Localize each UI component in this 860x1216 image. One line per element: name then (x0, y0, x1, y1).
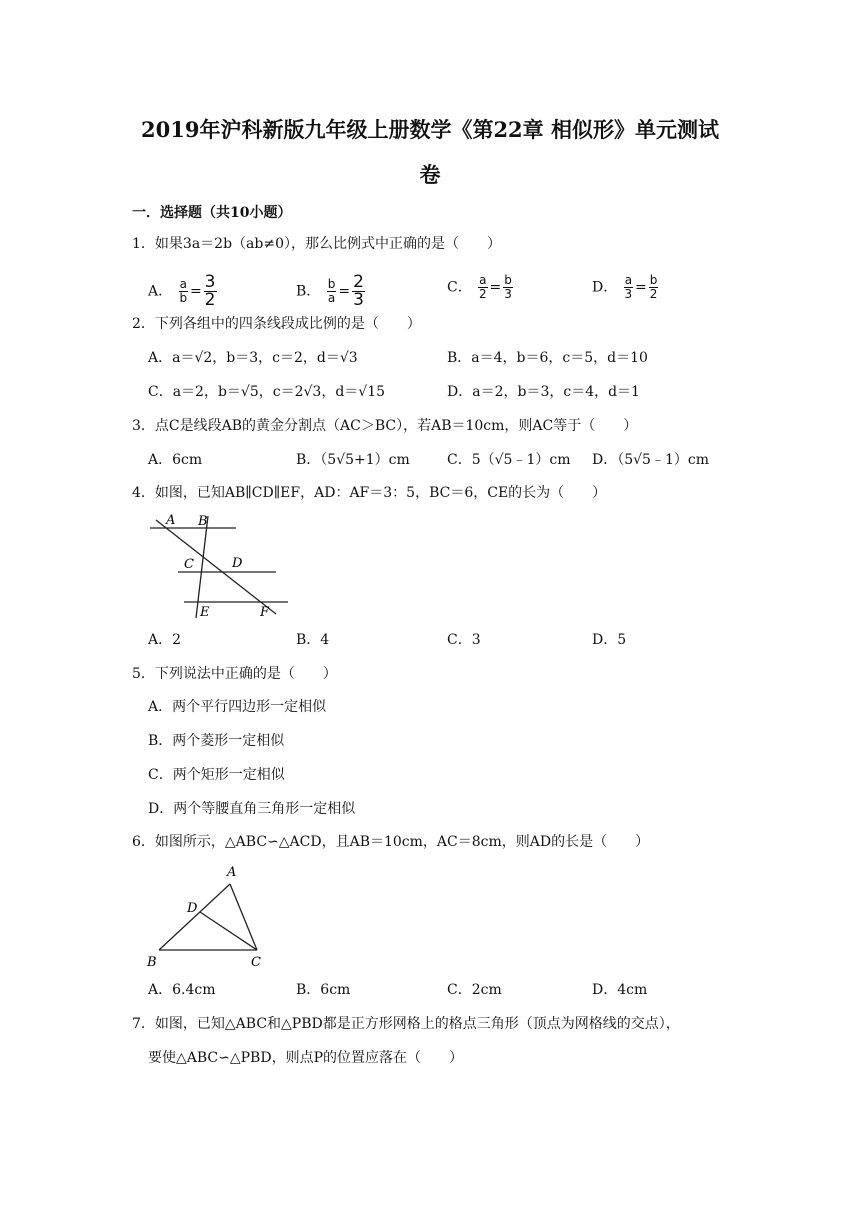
q2-option-c[interactable]: C．a＝2，b＝√5，c＝2√3，d＝√15 (148, 384, 386, 400)
q6-label-a: A (227, 865, 237, 880)
question-1-stem: 1．如果3a＝2b（ab≠0），那么比例式中正确的是（ ） (132, 236, 501, 252)
q1-option-c-label: C． (447, 279, 472, 296)
question-5-stem: 5．下列说法中正确的是（ ） (132, 666, 337, 682)
q5-option-b[interactable]: B．两个菱形一定相似 (148, 733, 285, 749)
q4-label-e: E (200, 605, 210, 620)
q1-option-d[interactable]: D． $\frac{a}{3}$ = $\frac{b}{2}$ (592, 273, 658, 301)
question-2-stem: 2．下列各组中的四条线段成比例的是（ ） (132, 316, 421, 332)
q2-option-a[interactable]: A．a＝√2，b＝3，c＝2，d＝√3 (148, 350, 358, 366)
q4-option-c[interactable]: C．3 (447, 632, 481, 648)
q4-label-d: D (232, 556, 243, 571)
question-7-stem-line-2: 要使△ABC∽△PBD，则点P的位置应落在（ ） (148, 1050, 463, 1066)
q5-option-d[interactable]: D．两个等腰直角三角形一定相似 (148, 801, 356, 817)
q6-label-c: C (251, 955, 261, 970)
q4-label-f: F (260, 605, 270, 620)
question-3-stem: 3．点C是线段AB的黄金分割点（AC＞BC），若AB＝10cm，则AC等于（ ） (132, 418, 638, 434)
q4-label-b: B (198, 514, 208, 529)
q4-option-d[interactable]: D．5 (592, 632, 627, 648)
q1-option-a-label: A． (148, 283, 173, 300)
q4-label-c: C (184, 557, 194, 572)
q6-option-d[interactable]: D．4cm (592, 982, 648, 998)
q3-option-c[interactable]: C．5（√5﹣1）cm (447, 452, 571, 468)
q3-option-a[interactable]: A．6cm (148, 452, 203, 468)
q6-option-c[interactable]: C．2cm (447, 982, 502, 998)
question-7-stem-line-1: 7．如图，已知△ABC和△PBD都是正方形网格上的格点三角形（顶点为网格线的交点）， (132, 1016, 680, 1032)
section-heading: 一．选择题（共10小题） (132, 205, 292, 221)
q6-option-a[interactable]: A．6.4cm (148, 982, 216, 998)
question-6-stem: 6．如图所示，△ABC∽△ACD，且AB＝10cm，AC＝8cm，则AD的长是（ ） (132, 834, 650, 850)
q4-option-a[interactable]: A．2 (148, 632, 182, 648)
q4-label-a: A (166, 513, 176, 528)
q1-option-c[interactable]: C． $\frac{a}{2}$ = $\frac{b}{3}$ (447, 273, 512, 301)
q2-option-b[interactable]: B．a＝4，b＝6，c＝5，d＝10 (447, 350, 648, 366)
q3-option-b[interactable]: B．（5√5+1）cm (296, 452, 410, 468)
q6-label-b: B (147, 955, 157, 970)
q6-figure (145, 860, 270, 972)
q5-option-c[interactable]: C．两个矩形一定相似 (148, 767, 285, 783)
q1-option-d-label: D． (592, 279, 618, 296)
q1-option-b-label: B． (296, 283, 321, 300)
q6-label-d: D (187, 901, 198, 916)
q4-option-b[interactable]: B．4 (296, 632, 330, 648)
q5-option-a[interactable]: A．两个平行四边形一定相似 (148, 699, 327, 715)
q2-option-d[interactable]: D．a＝2，b＝3，c＝4，d＝1 (447, 384, 640, 400)
title-line-1: 2019年沪科新版九年级上册数学《第22章 相似形》单元测试 (141, 117, 719, 142)
q3-option-d[interactable]: D．（5√5﹣1）cm (592, 452, 709, 468)
question-4-stem: 4．如图，已知AB∥CD∥EF，AD：AF＝3：5，BC＝6，CE的长为（ ） (132, 485, 607, 501)
q1-option-b[interactable]: B． $\frac{b}{a}$ = $\frac{2}{3}$ (296, 272, 364, 310)
title-line-2: 卷 (419, 162, 441, 187)
q4-figure (148, 510, 293, 620)
q6-option-b[interactable]: B．6cm (296, 982, 351, 998)
q1-option-a[interactable]: A． $\frac{a}{b}$ = $\frac{3}{2}$ (148, 272, 216, 310)
